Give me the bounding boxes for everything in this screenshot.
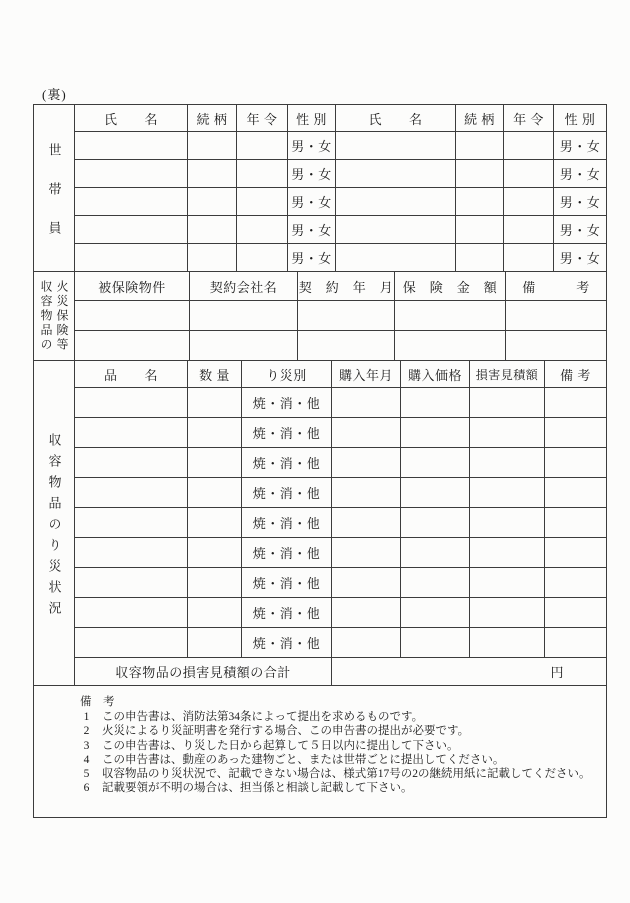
- item-damage-options[interactable]: 焼・消・他: [242, 598, 332, 628]
- note-number: 6: [83, 782, 90, 795]
- item-estimate-cell[interactable]: [470, 448, 545, 478]
- col-header-contract-date: 契 約 年 月: [298, 272, 395, 301]
- household-relation-cell[interactable]: [188, 216, 237, 244]
- item-remarks-cell[interactable]: [545, 448, 606, 478]
- col-header-damage-estimate: 損害見積額: [470, 361, 545, 388]
- household-name-cell[interactable]: [336, 160, 456, 188]
- household-age-cell[interactable]: [504, 160, 554, 188]
- household-relation-cell[interactable]: [456, 216, 504, 244]
- insurance-amount-cell[interactable]: [395, 301, 506, 331]
- household-age-cell[interactable]: [237, 160, 288, 188]
- item-purchase-date-cell[interactable]: [332, 538, 401, 568]
- note-item: [80, 767, 596, 781]
- note-number: 1: [83, 711, 90, 724]
- item-estimate-cell[interactable]: [470, 508, 545, 538]
- item-purchase-price-cell[interactable]: [401, 448, 470, 478]
- insurance-section-label: [34, 272, 75, 361]
- items-section-label: 収容物品のり災状況: [34, 361, 75, 686]
- item-qty-cell[interactable]: [188, 628, 242, 658]
- item-remarks-cell[interactable]: [545, 628, 606, 658]
- household-age-cell[interactable]: [504, 244, 554, 272]
- item-purchase-price-cell[interactable]: [401, 568, 470, 598]
- household-age-cell[interactable]: [237, 244, 288, 272]
- household-sex-options[interactable]: 男・女: [288, 132, 336, 160]
- col-header-purchase-price: 購入価格: [401, 361, 470, 388]
- insurance-property-cell[interactable]: [75, 331, 190, 361]
- item-remarks-cell[interactable]: [545, 598, 606, 628]
- item-remarks-cell[interactable]: [545, 568, 606, 598]
- total-estimate-label: 収容物品の損害見積額の合計: [75, 658, 332, 686]
- insurance-section: [34, 272, 606, 361]
- item-estimate-cell[interactable]: [470, 598, 545, 628]
- household-sex-options[interactable]: 男・女: [554, 132, 606, 160]
- insurance-company-cell[interactable]: [190, 331, 298, 361]
- note-item: [80, 739, 596, 753]
- col-header-remarks: 備 考: [545, 361, 606, 388]
- household-name-cell[interactable]: [336, 188, 456, 216]
- item-damage-options[interactable]: 焼・消・他: [242, 448, 332, 478]
- item-estimate-cell[interactable]: [470, 388, 545, 418]
- insurance-company-cell[interactable]: [190, 301, 298, 331]
- household-name-cell[interactable]: [336, 132, 456, 160]
- col-header-purchase-date: 購入年月: [332, 361, 401, 388]
- col-header-relation: 続 柄: [456, 105, 504, 132]
- household-relation-cell[interactable]: [188, 132, 237, 160]
- household-sex-options[interactable]: 男・女: [554, 160, 606, 188]
- household-relation-cell[interactable]: [456, 244, 504, 272]
- insurance-date-cell[interactable]: [298, 301, 395, 331]
- household-name-cell[interactable]: [75, 216, 188, 244]
- household-name-cell[interactable]: [75, 244, 188, 272]
- household-name-cell[interactable]: [336, 216, 456, 244]
- insurance-date-cell[interactable]: [298, 331, 395, 361]
- item-name-cell[interactable]: [75, 628, 188, 658]
- total-estimate-value-cell[interactable]: [332, 658, 606, 686]
- item-purchase-date-cell[interactable]: [332, 598, 401, 628]
- note-item: [80, 753, 596, 767]
- note-text: この申告書は、動産のあった建物ごと、または世帯ごとに提出してください。: [102, 753, 505, 766]
- col-header-name: 氏 名: [75, 105, 188, 132]
- item-estimate-cell[interactable]: [470, 538, 545, 568]
- household-relation-cell[interactable]: [188, 188, 237, 216]
- item-purchase-date-cell[interactable]: [332, 568, 401, 598]
- col-header-quantity: 数 量: [188, 361, 242, 388]
- notes-section: [34, 686, 606, 817]
- note-number: 2: [83, 725, 90, 738]
- item-damage-options[interactable]: 焼・消・他: [242, 418, 332, 448]
- item-purchase-price-cell[interactable]: [401, 388, 470, 418]
- item-qty-cell[interactable]: [188, 448, 242, 478]
- household-sex-options[interactable]: 男・女: [288, 160, 336, 188]
- household-sex-options[interactable]: 男・女: [288, 244, 336, 272]
- col-header-relation: 続 柄: [188, 105, 237, 132]
- item-estimate-cell[interactable]: [470, 568, 545, 598]
- disaster-report-form: [33, 104, 607, 818]
- item-damage-options[interactable]: 焼・消・他: [242, 508, 332, 538]
- item-remarks-cell[interactable]: [545, 508, 606, 538]
- insurance-label-left-column: 収容物品の: [39, 279, 53, 353]
- note-text: 収容物品のり災状況で、記載できない場合は、様式第17号の2の継続用紙に記載してください。: [102, 768, 591, 781]
- household-sex-options[interactable]: 男・女: [554, 216, 606, 244]
- household-relation-cell[interactable]: [456, 160, 504, 188]
- item-purchase-date-cell[interactable]: [332, 418, 401, 448]
- household-name-cell[interactable]: [75, 160, 188, 188]
- col-header-remarks: 備 考: [506, 272, 606, 301]
- item-name-cell[interactable]: [75, 568, 188, 598]
- item-purchase-price-cell[interactable]: [401, 598, 470, 628]
- item-purchase-price-cell[interactable]: [401, 628, 470, 658]
- item-damage-options[interactable]: 焼・消・他: [242, 478, 332, 508]
- item-name-cell[interactable]: [75, 598, 188, 628]
- item-damage-options[interactable]: 焼・消・他: [242, 538, 332, 568]
- note-number: 3: [83, 739, 90, 752]
- total-unit-yen: 円: [550, 665, 564, 680]
- item-purchase-date-cell[interactable]: [332, 508, 401, 538]
- item-remarks-cell[interactable]: [545, 538, 606, 568]
- note-text: この申告書は、消防法第34条によって提出を求めるものです。: [102, 711, 424, 724]
- household-name-cell[interactable]: [75, 132, 188, 160]
- household-name-cell[interactable]: [336, 244, 456, 272]
- item-name-cell[interactable]: [75, 388, 188, 418]
- item-estimate-cell[interactable]: [470, 418, 545, 448]
- insurance-remarks-cell[interactable]: [506, 331, 606, 361]
- item-qty-cell[interactable]: [188, 388, 242, 418]
- item-name-cell[interactable]: [75, 478, 188, 508]
- household-sex-options[interactable]: 男・女: [554, 244, 606, 272]
- note-number: 4: [83, 753, 90, 766]
- household-name-cell[interactable]: [75, 188, 188, 216]
- item-name-cell[interactable]: [75, 418, 188, 448]
- item-qty-cell[interactable]: [188, 418, 242, 448]
- item-purchase-date-cell[interactable]: [332, 478, 401, 508]
- household-relation-cell[interactable]: [456, 188, 504, 216]
- note-item: [80, 724, 596, 738]
- item-purchase-price-cell[interactable]: [401, 508, 470, 538]
- col-header-sex: 性 別: [554, 105, 606, 132]
- household-relation-cell[interactable]: [188, 160, 237, 188]
- household-relation-cell[interactable]: [456, 132, 504, 160]
- household-section: [34, 105, 606, 272]
- col-header-age: 年 令: [237, 105, 288, 132]
- household-section-label: 世帯員: [34, 105, 75, 272]
- item-qty-cell[interactable]: [188, 598, 242, 628]
- col-header-damage-type: り災別: [242, 361, 332, 388]
- col-header-age: 年 令: [504, 105, 554, 132]
- item-purchase-date-cell[interactable]: [332, 388, 401, 418]
- item-damage-options[interactable]: 焼・消・他: [242, 568, 332, 598]
- item-damage-options[interactable]: 焼・消・他: [242, 628, 332, 658]
- household-sex-options[interactable]: 男・女: [554, 188, 606, 216]
- col-header-insurance-amount: 保 険 金 額: [395, 272, 506, 301]
- household-age-cell[interactable]: [237, 132, 288, 160]
- item-estimate-cell[interactable]: [470, 628, 545, 658]
- item-qty-cell[interactable]: [188, 478, 242, 508]
- household-age-cell[interactable]: [504, 216, 554, 244]
- insurance-amount-cell[interactable]: [395, 331, 506, 361]
- note-item: [80, 781, 596, 795]
- item-estimate-cell[interactable]: [470, 478, 545, 508]
- item-remarks-cell[interactable]: [545, 388, 606, 418]
- col-header-name: 氏 名: [336, 105, 456, 132]
- notes-heading: 備 考: [80, 696, 115, 708]
- household-age-cell[interactable]: [237, 216, 288, 244]
- item-name-cell[interactable]: [75, 448, 188, 478]
- note-text: この申告書は、り災した日から起算して５日以内に提出して下さい。: [102, 739, 459, 752]
- item-qty-cell[interactable]: [188, 568, 242, 598]
- item-qty-cell[interactable]: [188, 508, 242, 538]
- household-relation-cell[interactable]: [188, 244, 237, 272]
- item-name-cell[interactable]: [75, 508, 188, 538]
- household-sex-options[interactable]: 男・女: [288, 188, 336, 216]
- item-purchase-date-cell[interactable]: [332, 628, 401, 658]
- item-name-cell[interactable]: [75, 538, 188, 568]
- col-header-contract-company: 契約会社名: [190, 272, 298, 301]
- note-text: 記載要領が不明の場合は、担当係と相談し記載して下さい。: [102, 782, 413, 795]
- item-remarks-cell[interactable]: [545, 478, 606, 508]
- insurance-remarks-cell[interactable]: [506, 301, 606, 331]
- household-age-cell[interactable]: [237, 188, 288, 216]
- item-purchase-price-cell[interactable]: [401, 538, 470, 568]
- item-purchase-price-cell[interactable]: [401, 478, 470, 508]
- col-header-item-name: 品 名: [75, 361, 188, 388]
- page-side-label: (裏): [42, 87, 67, 102]
- item-purchase-price-cell[interactable]: [401, 418, 470, 448]
- item-qty-cell[interactable]: [188, 538, 242, 568]
- household-sex-options[interactable]: 男・女: [288, 216, 336, 244]
- item-damage-options[interactable]: 焼・消・他: [242, 388, 332, 418]
- note-text: 火災によるり災証明書を発行する場合、この申告書の提出が必要です。: [102, 725, 470, 738]
- item-purchase-date-cell[interactable]: [332, 448, 401, 478]
- insurance-property-cell[interactable]: [75, 301, 190, 331]
- note-number: 5: [83, 768, 90, 781]
- household-age-cell[interactable]: [504, 132, 554, 160]
- insurance-label-right-column: 火災保険等: [55, 279, 69, 353]
- household-age-cell[interactable]: [504, 188, 554, 216]
- col-header-insured-property: 被保険物件: [75, 272, 190, 301]
- item-remarks-cell[interactable]: [545, 418, 606, 448]
- col-header-sex: 性 別: [288, 105, 336, 132]
- note-item: [80, 710, 596, 724]
- items-damage-section: [34, 361, 606, 686]
